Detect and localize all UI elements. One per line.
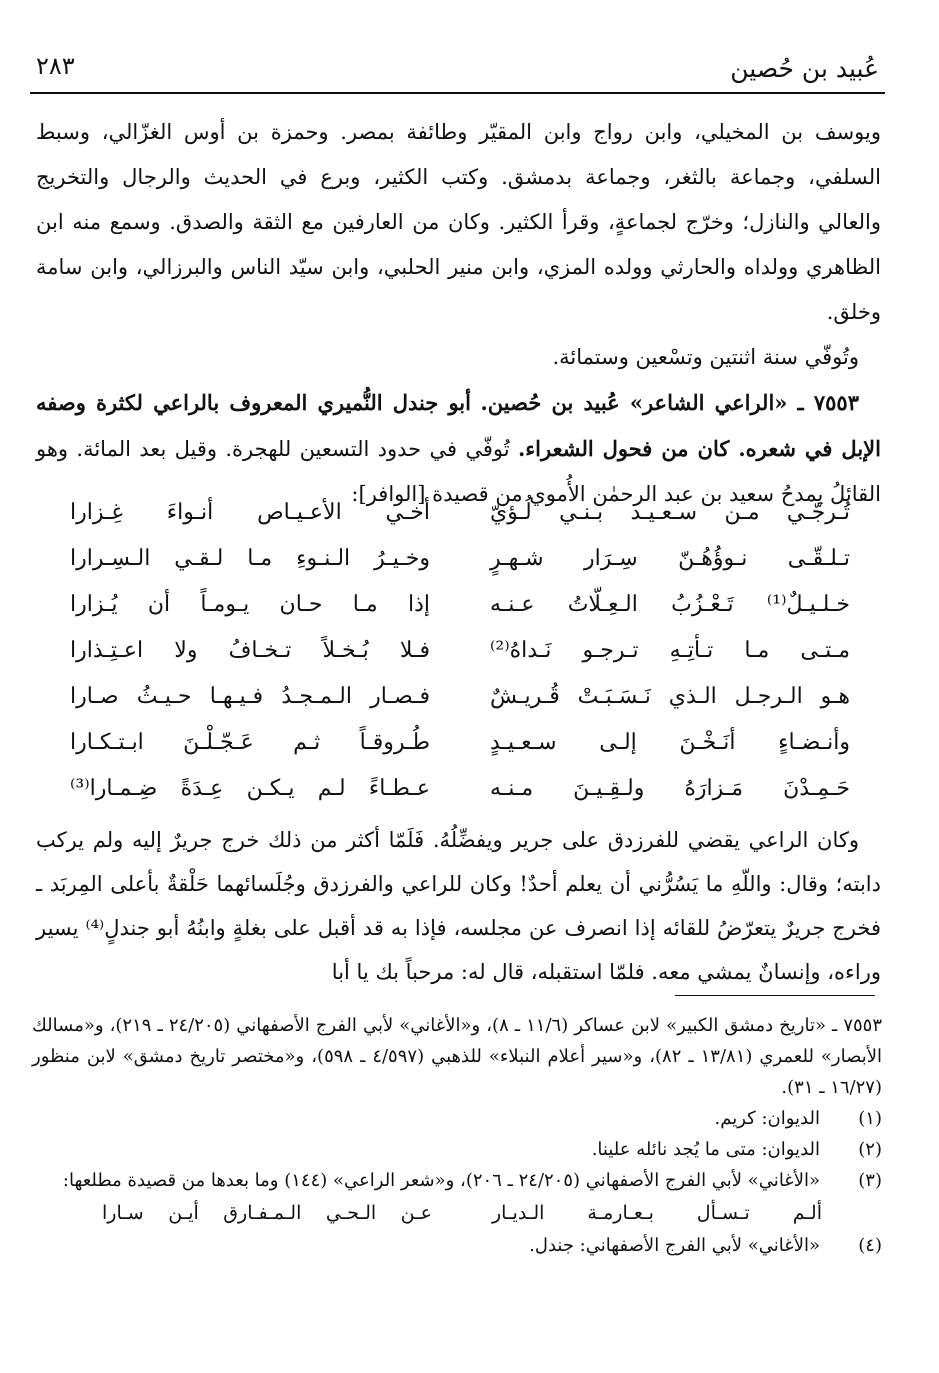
verse-line bbox=[60, 766, 850, 812]
verse-second-hemistich: فـصـار الـمـجـدُ فـيـهـا حـيـثُ صـارا bbox=[70, 684, 430, 709]
verse-line bbox=[60, 490, 850, 536]
sources-text: ٧٥٥٣ ـ «تاريخ دمشق الكبير» لابن عساكر (١١/٦ ـ ٨)، و«الأغاني» لأبي الفرج الأصفهاني (٢٤/٢٠٥ ـ ٢١٩)، و«مسالك الأبصار» للعمري (١٣/٨١ ـ ٨٢)، و«سير أعلام النبلاء» للذهبي (٤/٥٩٧ ـ ٥٩٨)، و«مختصر تاريخ دمشق» لابن منظور (١٦/٢٧ ـ ٣١). bbox=[32, 1015, 883, 1098]
verse-second-hemistich: عـطـاءً لـم يـكـن عِـدَةً ضِـمـارا⁽³⁾ bbox=[70, 776, 430, 801]
footnote-verse-first: ألـم تـسـأل بـعـارمـة الـديـار bbox=[492, 1202, 822, 1224]
footnote-separator bbox=[675, 995, 875, 996]
footnotes bbox=[32, 1010, 882, 1261]
footnote-number: (٤) bbox=[858, 1235, 882, 1256]
footnote-item bbox=[32, 1230, 882, 1261]
footnote-number: (٣) bbox=[858, 1170, 882, 1191]
footnote-text: «الأغاني» لأبي الفرج الأصفهاني: جندل. bbox=[529, 1235, 820, 1256]
verse-second-hemistich: فـلا بُـخـلاً تـخـافُ ولا اعـتِـذارا bbox=[70, 638, 430, 663]
footnote-text: الديوان: متى ما يُجد نائله علينا. bbox=[591, 1139, 820, 1160]
footnote-text: «الأغاني» لأبي الفرج الأصفهاني (٢٤/٢٠٥ ـ ٢٠٦)، و«شعر الراعي» (١٤٤) وما بعدها من قصيدة مطلعها: bbox=[62, 1170, 820, 1191]
running-title: عُبيد بن حُصين bbox=[730, 54, 879, 83]
page-number: ٢٨٣ bbox=[36, 52, 75, 80]
verse-first-hemistich: وأنـضـاءٍ أنَـخْـنَ إلـى سـعـيـدٍ bbox=[490, 730, 850, 755]
verse-second-hemistich: أخـي الأعـيـاص أنـواءَ غِـزارا bbox=[70, 500, 430, 525]
footnote-verse bbox=[32, 1196, 882, 1230]
verse-second-hemistich: وخـيـرُ الـنـوءِ مـا لـقـي الـسِـرارا bbox=[70, 546, 430, 571]
verse-first-hemistich: مـتـى مـا تـأتِـهِ تـرجـو نَـداهُ⁽²⁾ bbox=[490, 638, 850, 663]
post-poem-paragraph: وكان الراعي يقضي للفرزدق على جرير ويفضِّلُهُ. فَلَمّا أكثر من ذلك خرج جريرٌ إليه ولم يركب دابته؛ وقال: واللّهِ ما يَسُرُّني أن يعلم أحدٌ! وكان للراعي والفرزدق وجُلَسائهما حَلْقةٌ بأعلى المِربَد ـ فخرج جريرٌ يتعرّضُ للقائه إذا انصرف عن مجلسه، فإذا به قد أقبل على بغلةٍ وابنُهُ أبو جندلٍ⁽⁴⁾ يسير وراءه، وإنسانٌ يمشي معه. فلمّا استقبله، قال له: مرحباً بك يا أبا bbox=[36, 828, 881, 984]
poem bbox=[60, 490, 850, 812]
footnote-text: الديوان: كريم. bbox=[714, 1108, 820, 1129]
footnote-verse-second: عـن الـحـي الـمـفـارق أيـن سـارا bbox=[102, 1202, 432, 1224]
footnote-item bbox=[32, 1103, 882, 1134]
verse-first-hemistich: تـلـقّـى نـوؤُهُـنّ سِـرَار شـهـرٍ bbox=[490, 546, 850, 571]
verse-first-hemistich: حَـمِـدْنَ مَـزارَهُ ولـقِـيـنَ مـنـه bbox=[490, 776, 850, 801]
entry-bio-text: تُوفّي في حدود التسعين للهجرة. وقيل بعد المائة. وهو القائلُ يمدحُ سعيد بن عبد الرحمٰن الأُموي من قصيدة [الوافر]: bbox=[36, 437, 881, 506]
verse-line bbox=[60, 536, 850, 582]
footnote-sources bbox=[32, 1010, 882, 1103]
entry-bio-bold: أبو جندل النُّميري المعروف بالراعي لكثرة وصفه الإبل في شعره. كان من فحول الشعراء. bbox=[36, 390, 881, 461]
verse-second-hemistich: طُـروقـاً ثـم عَـجّـلْـنَ ابـتـكـارا bbox=[70, 730, 430, 755]
verse-line bbox=[60, 582, 850, 628]
verse-second-hemistich: إذا مـا حـان يـومـاً أن يُـزارا bbox=[70, 592, 430, 617]
footnote-item bbox=[32, 1134, 882, 1165]
footnote-item bbox=[32, 1165, 882, 1196]
verse-first-hemistich: هـو الـرجـل الـذي نَـسَـبَـتْ قُـريـشٌ bbox=[490, 684, 850, 709]
post-poem-text bbox=[36, 818, 881, 994]
prev-entry-paragraph: ويوسف بن المخيلي، وابن رواج وابن المقيّر وطائفة بمصر. وحمزة بن أوس الغزّالي، وسبط السلفي، وجماعة بالثغر، وجماعة بدمشق. وكتب الكثير، وبرع في الحديث والرجال والتخريج والعالي والنازل؛ وخرّج لجماعةٍ، وقرأ الكثير. وكان من العارفين مع الثقة والصدق. وسمع منه ابن الظاهري وولداه والحارثي وولده المزي، وابن منير الحلبي، وابن سيّد الناس والبرزالي، وابن سامة وخلق. bbox=[36, 120, 881, 324]
verse-line bbox=[60, 628, 850, 674]
verse-line bbox=[60, 674, 850, 720]
prev-entry-death: وتُوفّي سنة اثنتين وتسْعين وستمائة. bbox=[552, 345, 859, 369]
verse-line bbox=[60, 720, 850, 766]
page-header bbox=[30, 48, 885, 94]
verse-first-hemistich: تُـرجّـي مـن سـعـيـد بـنـي لُـؤيّ bbox=[490, 500, 850, 525]
footnote-number: (١) bbox=[858, 1108, 882, 1129]
entry-heading: ٧٥٥٣ ـ «الراعي الشاعر» عُبيد بن حُصين. bbox=[480, 390, 859, 415]
main-text bbox=[36, 110, 881, 517]
verse-first-hemistich: خـلـيـلٌ⁽¹⁾ تَـعْـزُبُ الـعِـلّاتُ عـنـه bbox=[490, 592, 850, 617]
footnote-number: (٢) bbox=[858, 1139, 882, 1160]
